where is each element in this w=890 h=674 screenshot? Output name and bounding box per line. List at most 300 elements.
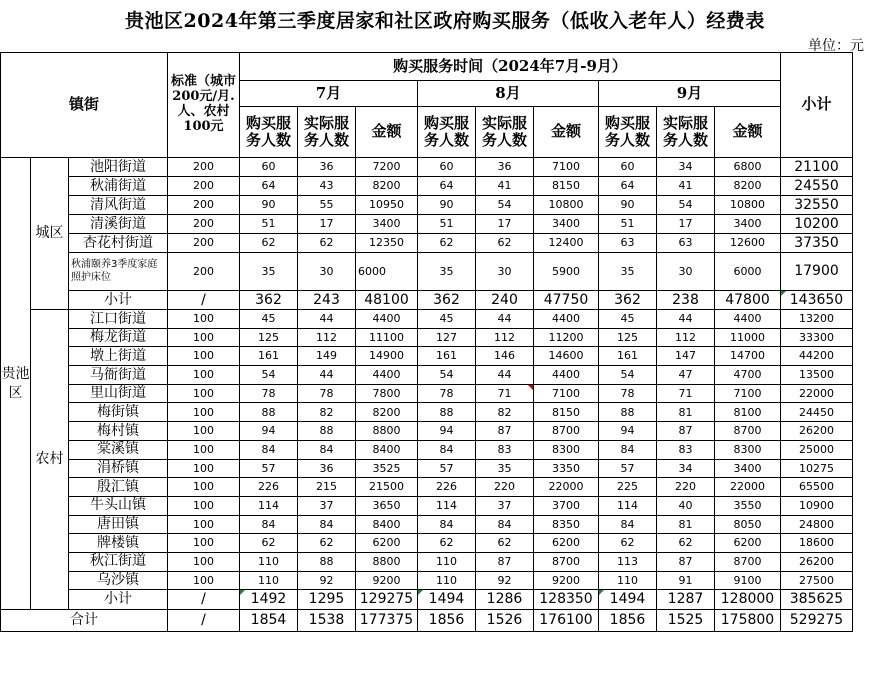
- row-total: 25000: [781, 440, 853, 459]
- cell-m8-amount: 8150: [534, 177, 599, 196]
- cell-m9-buy: 362: [599, 291, 657, 310]
- standard-value: 100: [168, 366, 240, 385]
- cell-m7-amount: 4400: [356, 310, 418, 329]
- page-title: 贵池区2024年第三季度居家和社区政府购买服务（低收入老年人）经费表: [125, 10, 765, 32]
- cell-m9-actual: 34: [657, 459, 715, 478]
- cell-m8-amount: 8150: [534, 403, 599, 422]
- cell-m9-actual: 91: [657, 571, 715, 590]
- cell-m9-buy: 84: [599, 515, 657, 534]
- cell-m7-amount: 21500: [356, 478, 418, 497]
- cell-m7-amount: 11100: [356, 328, 418, 347]
- cell-m8-buy: 84: [418, 440, 476, 459]
- header-period: 购买服务时间（2024年7月-9月）: [240, 53, 781, 81]
- cell-m8-buy: 110: [418, 552, 476, 571]
- cell-m9-actual: 44: [657, 310, 715, 329]
- cell-m7-actual: 1538: [298, 610, 356, 632]
- cell-m7-buy: 57: [240, 459, 298, 478]
- table-row: [1, 234, 853, 253]
- cell-m9-buy: 125: [599, 328, 657, 347]
- header-actual-count: 实际服务人数: [657, 107, 715, 158]
- table-row: [1, 478, 853, 497]
- cell-m7-buy: 62: [240, 534, 298, 553]
- cell-m7-amount: 3650: [356, 496, 418, 515]
- cell-m9-actual: 30: [657, 253, 715, 291]
- row-total: 26200: [781, 422, 853, 441]
- table-row: [1, 571, 853, 590]
- cell-m9-buy: 78: [599, 384, 657, 403]
- table-row: [1, 196, 853, 215]
- table-row: [1, 215, 853, 234]
- cell-m9-amount: 175800: [715, 610, 781, 632]
- cell-m7-amount: 6200: [356, 534, 418, 553]
- cell-m8-amount: 128350: [534, 590, 599, 610]
- table-row: [1, 253, 853, 291]
- table-row: [1, 310, 853, 329]
- cell-m9-amount: 4400: [715, 310, 781, 329]
- cell-m8-buy: 226: [418, 478, 476, 497]
- cell-m7-amount: 12350: [356, 234, 418, 253]
- cell-m9-buy: 94: [599, 422, 657, 441]
- cell-m8-actual: 240: [476, 291, 534, 310]
- cell-m7-actual: 88: [298, 552, 356, 571]
- cell-m9-amount: 3550: [715, 496, 781, 515]
- cell-m8-amount: 4400: [534, 310, 599, 329]
- cell-m8-buy: 110: [418, 571, 476, 590]
- cell-m8-buy: 57: [418, 459, 476, 478]
- row-total: 24550: [781, 177, 853, 196]
- standard-value: 100: [168, 422, 240, 441]
- cell-m8-actual: 37: [476, 496, 534, 515]
- standard-value: 100: [168, 496, 240, 515]
- row-total: 21100: [781, 158, 853, 177]
- cell-m8-amount: 3700: [534, 496, 599, 515]
- cell-m9-actual: 71: [657, 384, 715, 403]
- cell-m8-buy: 60: [418, 158, 476, 177]
- standard-value: 100: [168, 403, 240, 422]
- table-row: [1, 158, 853, 177]
- subtotal-label: 小计: [69, 291, 168, 310]
- grand-total-row: [1, 610, 853, 632]
- cell-m7-amount: 10950: [356, 196, 418, 215]
- cell-m8-actual: 54: [476, 196, 534, 215]
- cell-m8-amount: 176100: [534, 610, 599, 632]
- cell-m9-actual: 54: [657, 196, 715, 215]
- cell-m7-buy: 84: [240, 440, 298, 459]
- cell-m9-buy: 57: [599, 459, 657, 478]
- town-name: 棠溪镇: [69, 440, 168, 459]
- cell-m7-actual: 62: [298, 234, 356, 253]
- header-actual-count: 实际服务人数: [476, 107, 534, 158]
- cell-m9-buy: 1494: [599, 590, 657, 610]
- cell-m7-actual: 92: [298, 571, 356, 590]
- town-name: 牌楼镇: [69, 534, 168, 553]
- table-row: [1, 515, 853, 534]
- cell-m7-actual: 44: [298, 366, 356, 385]
- town-name: 清风街道: [69, 196, 168, 215]
- cell-m9-buy: 35: [599, 253, 657, 291]
- standard-value: 100: [168, 571, 240, 590]
- header-month-7: 7月: [240, 81, 418, 107]
- cell-m8-amount: 10800: [534, 196, 599, 215]
- cell-m8-amount: 3400: [534, 215, 599, 234]
- cell-m8-amount: 4400: [534, 366, 599, 385]
- cell-m7-buy: 88: [240, 403, 298, 422]
- standard-value: 100: [168, 310, 240, 329]
- header-buy-count: 购买服务人数: [418, 107, 476, 158]
- cell-m8-actual: 30: [476, 253, 534, 291]
- subtotal-row: [1, 590, 853, 610]
- cell-m7-amount: 8800: [356, 422, 418, 441]
- standard-value: 100: [168, 552, 240, 571]
- standard-value: 200: [168, 215, 240, 234]
- cell-m9-buy: 51: [599, 215, 657, 234]
- standard-value: 200: [168, 234, 240, 253]
- cell-m7-actual: 43: [298, 177, 356, 196]
- cell-m8-amount: 8300: [534, 440, 599, 459]
- header-buy-count: 购买服务人数: [240, 107, 298, 158]
- row-total: 32550: [781, 196, 853, 215]
- cell-m8-actual: 44: [476, 310, 534, 329]
- cell-m9-amount: 8200: [715, 177, 781, 196]
- row-total: 33300: [781, 328, 853, 347]
- header-amount: 金额: [534, 107, 599, 158]
- cell-m7-buy: 1492: [240, 590, 298, 610]
- cell-m7-actual: 17: [298, 215, 356, 234]
- cell-m9-buy: 88: [599, 403, 657, 422]
- cell-m8-buy: 161: [418, 347, 476, 366]
- table-row: [1, 366, 853, 385]
- header-month-9: 9月: [599, 81, 781, 107]
- cell-m7-amount: 7200: [356, 158, 418, 177]
- town-name: 里山街道: [69, 384, 168, 403]
- town-name: 殷汇镇: [69, 478, 168, 497]
- cell-m7-buy: 226: [240, 478, 298, 497]
- town-name: 池阳街道: [69, 158, 168, 177]
- cell-m9-buy: 90: [599, 196, 657, 215]
- row-total: 143650: [781, 291, 853, 310]
- cell-m8-actual: 35: [476, 459, 534, 478]
- cell-m9-buy: 84: [599, 440, 657, 459]
- cell-m8-amount: 5900: [534, 253, 599, 291]
- cell-m9-buy: 60: [599, 158, 657, 177]
- row-total: 24450: [781, 403, 853, 422]
- cell-m8-amount: 8700: [534, 552, 599, 571]
- cell-m9-actual: 147: [657, 347, 715, 366]
- header-month-8: 8月: [418, 81, 599, 107]
- cell-m8-buy: 90: [418, 196, 476, 215]
- cell-m8-amount: 8700: [534, 422, 599, 441]
- cell-m9-actual: 81: [657, 403, 715, 422]
- standard-value: 200: [168, 196, 240, 215]
- table-row: [1, 403, 853, 422]
- cell-m8-actual: 87: [476, 552, 534, 571]
- table-row: [1, 347, 853, 366]
- cell-m7-amount: 129275: [356, 590, 418, 610]
- table-row: [1, 459, 853, 478]
- cell-m9-actual: 41: [657, 177, 715, 196]
- table-row: [1, 384, 853, 403]
- cell-m7-actual: 36: [298, 459, 356, 478]
- town-name: 梅村镇: [69, 422, 168, 441]
- header-amount: 金额: [356, 107, 418, 158]
- cell-m9-buy: 161: [599, 347, 657, 366]
- cell-m8-amount: 7100: [534, 384, 599, 403]
- cell-m8-buy: 45: [418, 310, 476, 329]
- cell-m7-buy: 125: [240, 328, 298, 347]
- cell-m7-actual: 55: [298, 196, 356, 215]
- cell-m7-actual: 36: [298, 158, 356, 177]
- cell-m9-amount: 47800: [715, 291, 781, 310]
- cell-m9-amount: 3400: [715, 215, 781, 234]
- cell-m8-amount: 3350: [534, 459, 599, 478]
- cell-m8-buy: 362: [418, 291, 476, 310]
- cell-m8-buy: 1856: [418, 610, 476, 632]
- cell-m9-amount: 22000: [715, 478, 781, 497]
- cell-m7-buy: 60: [240, 158, 298, 177]
- cell-m9-buy: 63: [599, 234, 657, 253]
- cell-m8-buy: 84: [418, 515, 476, 534]
- cell-m8-amount: 6200: [534, 534, 599, 553]
- cell-m7-buy: 90: [240, 196, 298, 215]
- cell-m8-amount: 12400: [534, 234, 599, 253]
- cell-m7-buy: 35: [240, 253, 298, 291]
- cell-m7-amount: 14900: [356, 347, 418, 366]
- town-name: 江口街道: [69, 310, 168, 329]
- cell-m7-actual: 149: [298, 347, 356, 366]
- cell-m8-actual: 44: [476, 366, 534, 385]
- cell-m8-actual: 112: [476, 328, 534, 347]
- cell-m9-buy: 54: [599, 366, 657, 385]
- cell-m7-buy: 54: [240, 366, 298, 385]
- cell-m9-buy: 1856: [599, 610, 657, 632]
- cell-m7-actual: 84: [298, 515, 356, 534]
- header-buy-count: 购买服务人数: [599, 107, 657, 158]
- row-total: 385625: [781, 590, 853, 610]
- cell-m7-buy: 51: [240, 215, 298, 234]
- cell-m7-actual: 112: [298, 328, 356, 347]
- header-actual-count: 实际服务人数: [298, 107, 356, 158]
- cell-m9-actual: 34: [657, 158, 715, 177]
- cell-m9-buy: 62: [599, 534, 657, 553]
- standard-value: 100: [168, 534, 240, 553]
- subtotal-row: [1, 291, 853, 310]
- cell-m7-amount: 8200: [356, 403, 418, 422]
- town-name: 秋浦颐养3季度家庭照护床位: [69, 253, 168, 291]
- cell-m8-amount: 11200: [534, 328, 599, 347]
- cell-m9-amount: 8050: [715, 515, 781, 534]
- expense-table: [0, 52, 853, 632]
- table-row: [1, 177, 853, 196]
- row-total: 529275: [781, 610, 853, 632]
- cell-m7-amount: 9200: [356, 571, 418, 590]
- cell-m7-amount: 3525: [356, 459, 418, 478]
- cell-m9-buy: 110: [599, 571, 657, 590]
- cell-m8-actual: 36: [476, 158, 534, 177]
- cell-m7-buy: 114: [240, 496, 298, 515]
- standard-value: 100: [168, 515, 240, 534]
- standard-value: 100: [168, 459, 240, 478]
- cell-m9-amount: 6200: [715, 534, 781, 553]
- table-row: [1, 496, 853, 515]
- cell-m7-amount: 8200: [356, 177, 418, 196]
- cell-m9-actual: 87: [657, 422, 715, 441]
- cell-m8-amount: 47750: [534, 291, 599, 310]
- cell-m7-actual: 62: [298, 534, 356, 553]
- cell-m9-amount: 4700: [715, 366, 781, 385]
- cell-m7-amount: 8800: [356, 552, 418, 571]
- cell-m7-buy: 1854: [240, 610, 298, 632]
- town-name: 清溪街道: [69, 215, 168, 234]
- cell-m7-actual: 243: [298, 291, 356, 310]
- cell-m7-actual: 30: [298, 253, 356, 291]
- cell-m7-buy: 110: [240, 571, 298, 590]
- cell-m8-buy: 64: [418, 177, 476, 196]
- table-row: [1, 440, 853, 459]
- cell-m7-actual: 84: [298, 440, 356, 459]
- header-amount: 金额: [715, 107, 781, 158]
- cell-m7-buy: 45: [240, 310, 298, 329]
- cell-m8-actual: 82: [476, 403, 534, 422]
- cell-m7-buy: 62: [240, 234, 298, 253]
- standard-value: 200: [168, 253, 240, 291]
- standard-value: /: [168, 291, 240, 310]
- row-total: 27500: [781, 571, 853, 590]
- standard-value: 200: [168, 158, 240, 177]
- standard-value: 100: [168, 328, 240, 347]
- town-name: 牛头山镇: [69, 496, 168, 515]
- cell-m8-buy: 114: [418, 496, 476, 515]
- cell-m7-buy: 94: [240, 422, 298, 441]
- cell-m8-actual: 220: [476, 478, 534, 497]
- row-total: 37350: [781, 234, 853, 253]
- cell-m8-buy: 94: [418, 422, 476, 441]
- cell-m7-buy: 110: [240, 552, 298, 571]
- table-row: [1, 422, 853, 441]
- cell-m7-actual: 1295: [298, 590, 356, 610]
- unit-label: 单位：元: [808, 38, 864, 54]
- cell-m8-amount: 22000: [534, 478, 599, 497]
- cell-m9-amount: 8700: [715, 422, 781, 441]
- cell-m7-amount: 3400: [356, 215, 418, 234]
- row-total: 24800: [781, 515, 853, 534]
- cell-m8-actual: 1526: [476, 610, 534, 632]
- standard-value: 100: [168, 478, 240, 497]
- cell-m8-buy: 35: [418, 253, 476, 291]
- header-standard: 标准（城市200元/月.人、农村100元: [168, 53, 240, 158]
- row-total: 44200: [781, 347, 853, 366]
- cell-m8-actual: 62: [476, 234, 534, 253]
- cell-m9-actual: 63: [657, 234, 715, 253]
- group-rural-label: 农村: [31, 310, 69, 610]
- standard-value: 200: [168, 177, 240, 196]
- cell-m9-buy: 113: [599, 552, 657, 571]
- cell-m9-amount: 11000: [715, 328, 781, 347]
- table-row: [1, 328, 853, 347]
- cell-m9-actual: 40: [657, 496, 715, 515]
- cell-m7-amount: 8400: [356, 515, 418, 534]
- town-name: 秋浦街道: [69, 177, 168, 196]
- cell-m9-amount: 3400: [715, 459, 781, 478]
- cell-m8-actual: 146: [476, 347, 534, 366]
- row-total: 18600: [781, 534, 853, 553]
- town-name: 墩上街道: [69, 347, 168, 366]
- cell-m7-actual: 88: [298, 422, 356, 441]
- row-total: 13200: [781, 310, 853, 329]
- row-total: 22000: [781, 384, 853, 403]
- cell-m7-actual: 82: [298, 403, 356, 422]
- row-total: 65500: [781, 478, 853, 497]
- town-name: 唐田镇: [69, 515, 168, 534]
- cell-m9-actual: 47: [657, 366, 715, 385]
- standard-value: 100: [168, 384, 240, 403]
- cell-m8-buy: 78: [418, 384, 476, 403]
- table-row: [1, 534, 853, 553]
- header-town: 镇街: [1, 53, 168, 158]
- cell-m9-buy: 45: [599, 310, 657, 329]
- row-total: 10900: [781, 496, 853, 515]
- cell-m9-amount: 14700: [715, 347, 781, 366]
- district-label: 贵池区: [1, 158, 31, 610]
- cell-m9-amount: 128000: [715, 590, 781, 610]
- cell-m7-actual: 44: [298, 310, 356, 329]
- cell-m8-amount: 8350: [534, 515, 599, 534]
- cell-m7-amount: 4400: [356, 366, 418, 385]
- cell-m9-actual: 87: [657, 552, 715, 571]
- cell-m9-actual: 112: [657, 328, 715, 347]
- row-total: 13500: [781, 366, 853, 385]
- town-name: 梅龙街道: [69, 328, 168, 347]
- cell-m9-actual: 83: [657, 440, 715, 459]
- cell-m9-amount: 7100: [715, 384, 781, 403]
- standard-value: /: [168, 610, 240, 632]
- cell-m8-amount: 7100: [534, 158, 599, 177]
- cell-m7-buy: 362: [240, 291, 298, 310]
- cell-m9-amount: 10800: [715, 196, 781, 215]
- group-urban-label: 城区: [31, 158, 69, 310]
- town-name: 杏花村街道: [69, 234, 168, 253]
- cell-m7-buy: 64: [240, 177, 298, 196]
- cell-m7-actual: 78: [298, 384, 356, 403]
- cell-m8-buy: 127: [418, 328, 476, 347]
- cell-m8-actual: 83: [476, 440, 534, 459]
- cell-m9-amount: 12600: [715, 234, 781, 253]
- cell-m9-actual: 62: [657, 534, 715, 553]
- cell-m9-buy: 64: [599, 177, 657, 196]
- cell-m7-amount: 6000: [356, 253, 418, 291]
- cell-m9-actual: 220: [657, 478, 715, 497]
- cell-m9-actual: 81: [657, 515, 715, 534]
- cell-m8-amount: 9200: [534, 571, 599, 590]
- cell-m9-amount: 8700: [715, 552, 781, 571]
- row-total: 26200: [781, 552, 853, 571]
- cell-m9-amount: 6000: [715, 253, 781, 291]
- town-name: 涓桥镇: [69, 459, 168, 478]
- cell-m8-actual: 84: [476, 515, 534, 534]
- cell-m7-amount: 177375: [356, 610, 418, 632]
- row-total: 17900: [781, 253, 853, 291]
- subtotal-label: 小计: [69, 590, 168, 610]
- cell-m7-amount: 7800: [356, 384, 418, 403]
- cell-m8-actual: 92: [476, 571, 534, 590]
- cell-m9-buy: 114: [599, 496, 657, 515]
- cell-m7-buy: 161: [240, 347, 298, 366]
- town-name: 马衙街道: [69, 366, 168, 385]
- cell-m7-amount: 8400: [356, 440, 418, 459]
- row-total: 10275: [781, 459, 853, 478]
- cell-m8-buy: 88: [418, 403, 476, 422]
- table-row: [1, 552, 853, 571]
- standard-value: 100: [168, 347, 240, 366]
